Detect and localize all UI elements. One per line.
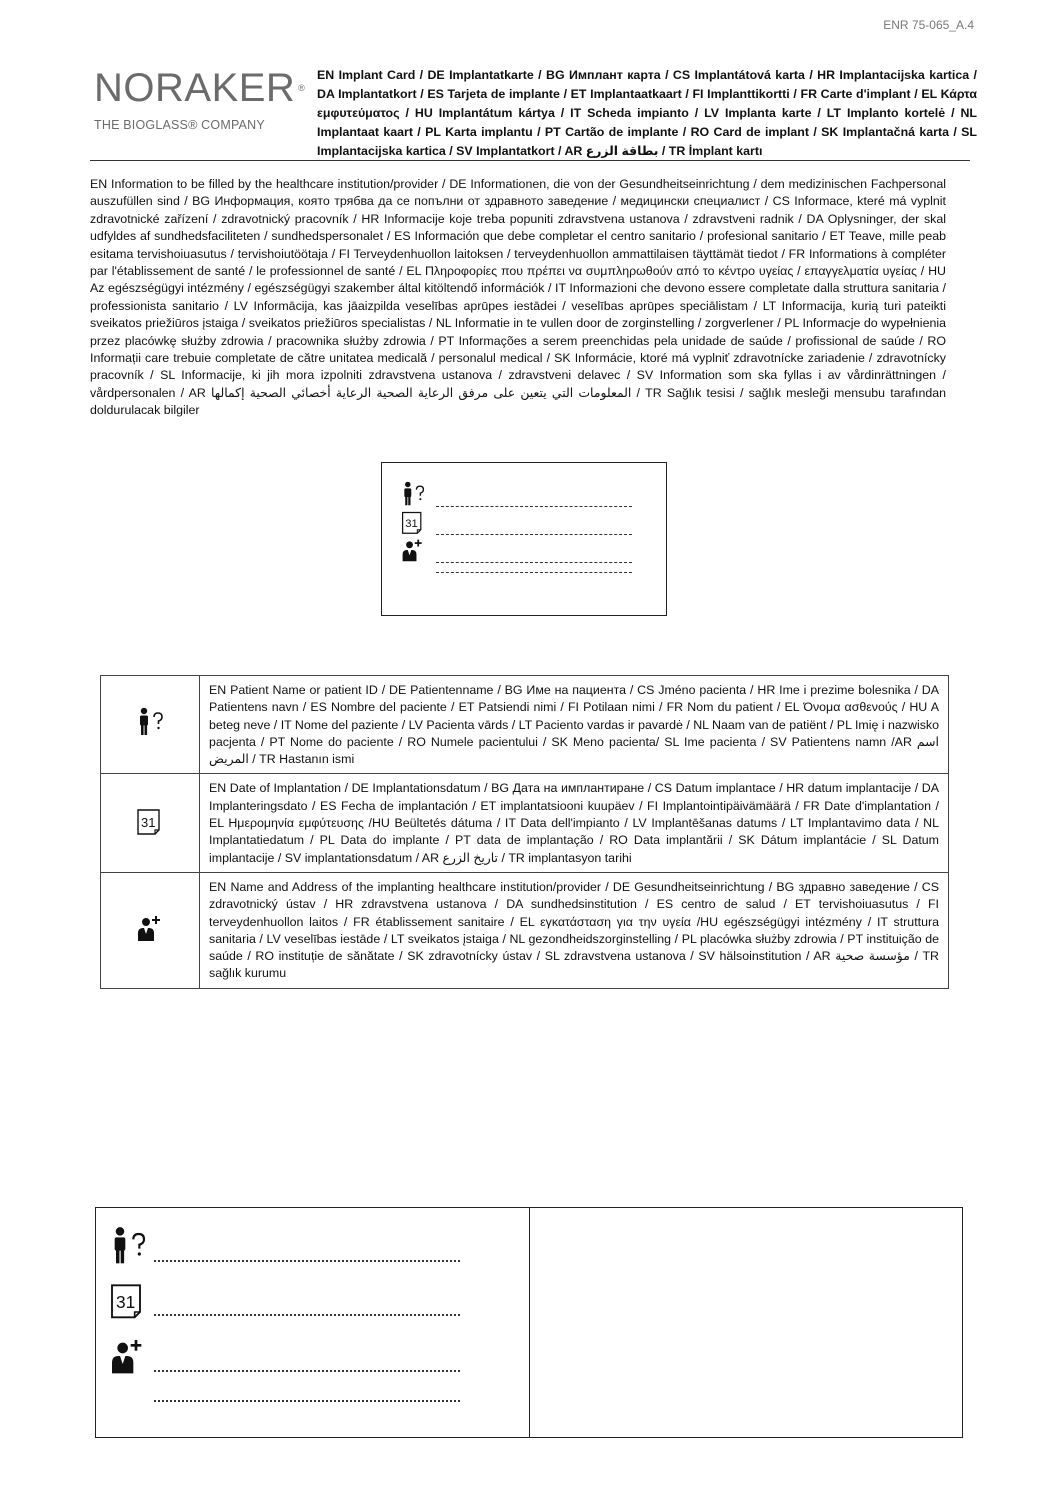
doctor-plus-icon bbox=[400, 537, 426, 563]
calendar-day: 31 bbox=[141, 814, 156, 830]
card-fold-divider bbox=[529, 1208, 530, 1437]
calendar-day: 31 bbox=[116, 1292, 136, 1312]
implant-date-field[interactable] bbox=[108, 1280, 460, 1320]
preview-address-row bbox=[400, 571, 632, 573]
patient-name-field[interactable] bbox=[108, 1226, 460, 1266]
date-field-label: EN Date of Implantation / DE Implantationsdatum / BG Дата на имплантиране / CS Datum implantace / HR datum implantacije / DA Implanteringsdato / ES Fecha de implantación / ET implantatsiooni kuupäev / FI Implantointipäivämäärä / FR Date d'implantation / EL Ημερομηνία εμφύτευσης /HU Beültetés dátuma / IT Data dell'impianto / LV Implantēšanas datums / LT Implantavimo data / NL Implantatiedatum / PL Data do implante / PT data de implantação / RO Data implantării / SK Dátum implantácie / SL Datum implantacije / SV implantationsdatum / AR تاريخ الزرع / TR implantasyon tarihi bbox=[209, 781, 939, 865]
logo-tagline: THE BIOGLASS® COMPANY bbox=[94, 118, 265, 132]
calendar-31-icon bbox=[135, 806, 165, 836]
preview-address-line bbox=[436, 571, 632, 573]
header-divider bbox=[90, 160, 970, 161]
preview-institution-row bbox=[400, 537, 632, 563]
institution-line[interactable] bbox=[154, 1369, 460, 1372]
document-title: EN Implant Card / DE Implantatkarte / BG Имплант карта / CS Implantátová karta / HR Implantacijska kartica / DA Implantatkort / ES Tarjeta de implante / ET Implantaatkaart / FI Implanttikortti / FR Carte d'implant / EL Κάρτα εμφυτεύματος / HU Implantátum kártya / IT Scheda impianto / LV Implanta karte / LT Implanto kortelė / NL Implantaat kaart / PL Karta implantu / PT Cartão de implante / RO Card de implant / SK Implantačná karta / SL Implantacijska kartica / SV Implantatkort / AR بطاقة الزرع / TR İmplant kartı bbox=[317, 68, 977, 158]
preview-patient-row bbox=[400, 481, 632, 507]
logo-wordmark: NORAKER bbox=[94, 66, 296, 110]
institution-field[interactable] bbox=[108, 1336, 460, 1376]
patient-question-icon bbox=[108, 1226, 148, 1266]
patient-question-icon bbox=[400, 481, 426, 507]
document-reference: ENR 75-065_A.4 bbox=[883, 18, 974, 32]
calendar-31-icon bbox=[108, 1280, 148, 1320]
implant-card-preview bbox=[381, 462, 667, 616]
institution-field-label: EN Name and Address of the implanting healthcare institution/provider / DE Gesundheitseinrichtung / BG здравно заведение / CS zdravotnický ústav / HR zdravstvena ustanova / DA sundhedsinstitution / ES centro de salud / ET tervishoiuasutus / FI terveydenhuollon laitos / FR établissement sanitaire / EL εγκατάσταση για την υγεία /HU egészségügyi intézmény / IT struttura sanitaria / LV veselības iestāde / LT sveikatos įstaiga / NL gezondheidszorginstelling / PL placówka służby zdrowia / PT instituição de saúde / RO instituție de sănătate / SK zdravotnícky ústav / SL zdravstvena ustanova / SV hälsoinstitution / AR مؤسسة صحية / TR sağlık kurumu bbox=[209, 879, 939, 981]
preview-institution-line bbox=[436, 561, 632, 563]
calendar-day: 31 bbox=[405, 518, 418, 531]
implant-date-line[interactable] bbox=[154, 1313, 460, 1316]
preview-patient-line bbox=[436, 505, 632, 507]
institution-address-line[interactable] bbox=[154, 1399, 460, 1402]
patient-name-line[interactable] bbox=[154, 1259, 460, 1262]
intro-paragraph: EN Information to be filled by the healthcare institution/provider / DE Informationen, die von der Gesundheitseinrichtung / dem medizinischen Fachpersonal auszufüllen sind / BG Информация, която трябва да се попълни от здравното заведение / медицински специалист / CS Informace, které má vyplnit zdravotnické zařízení / zdravotnický pracovník / HR Informacije koje treba popuniti zdravstvena ustanova / zdravstveni radnik / DA Oplysninger, der skal udfyldes af sundhedsfaciliteten / sundhedspersonalet / ES Información que debe completar el centro sanitario / profesional sanitario / ET Teave, mille peab esitama tervishoiuasutus / tervishoiutöötaja / FI Terveydenhuollon laitoksen / terveydenhuollon ammattilaisen täyttämät tiedot / FR Informations à compléter par l'établissement de santé / le professionnel de santé / EL Πληροφορίες που πρέπει να συμπληρωθούν από το κέντρο υγείας / επαγγελματία υγείας / HU Az egészségügyi intézmény / egészségügyi szakember által kitöltendő információk / IT Informazioni che devono essere completate dalla struttura sanitaria / professionista sanitario / LV Informācija, kas jāaizpilda veselības aprūpes iestādei / veselības aprūpes speciālistam / LT Informacija, kurią turi pateikti sveikatos priežiūros įstaiga / sveikatos priežiūros specialistas / NL Informatie in te vullen door de zorginstelling / zorgverlener / PL Informacje do wypełnienia przez placówkę służby zdrowia / pracownika służby zdrowia / PT Informações a serem preenchidas pela unidade de saúde / profissional de saúde / RO Informații care trebuie completate de către unitatea medicală / personalul medical / SK Informácie, ktoré má vyplniť zdravotnícke zariadenie / zdravotnícky pracovník / SL Informacije, ki jih mora izpolniti zdravstvena ustanova / zdravstveni delavec / SV Information som ska fyllas i av vårdinrättningen / vårdpersonalen / AR المعلومات التي يتعين على مرفق الرعاية الصحية الرعاية أخصائي الصحية إكمالها / TR Sağlık tesisi / sağlık mesleği mensubu tarafından doldurulacak bilgiler bbox=[90, 177, 947, 418]
patient-field-label: EN Patient Name or patient ID / DE Patientenname / BG Име на пациента / CS Jméno pacienta / HR Ime i prezime bolesnika / DA Patientens navn / ES Nombre del paciente / ET Patsiendi nimi / FI Potilaan nimi / FR Nom du patient / EL Όνομα ασθενούς / HU A beteg neve / IT Nome del paziente / LV Pacienta vārds / LT Paciento vardas ir pavardė / NL Naam van de patiënt / PL Imię i nazwisko pacjenta / PT Nome do paciente / RO Numele pacientului / SK Meno pacienta/ SL Ime pacienta / SV Patientens namn /AR اسم المريض / TR Hastanın ismi bbox=[209, 683, 939, 767]
logo-registered-mark: ® bbox=[298, 83, 306, 93]
field-legend-table bbox=[100, 675, 949, 989]
doctor-plus-icon bbox=[135, 913, 165, 943]
noraker-logo bbox=[94, 68, 304, 132]
preview-date-row bbox=[400, 509, 632, 535]
institution-address-field[interactable] bbox=[108, 1386, 460, 1406]
table-row-date bbox=[101, 774, 949, 872]
doctor-plus-icon bbox=[108, 1336, 148, 1376]
patient-question-icon bbox=[135, 707, 165, 737]
calendar-31-icon bbox=[400, 509, 426, 535]
implant-card-form bbox=[95, 1207, 963, 1438]
preview-date-line bbox=[436, 533, 632, 535]
table-row-patient bbox=[101, 676, 949, 774]
table-row-institution bbox=[101, 872, 949, 988]
